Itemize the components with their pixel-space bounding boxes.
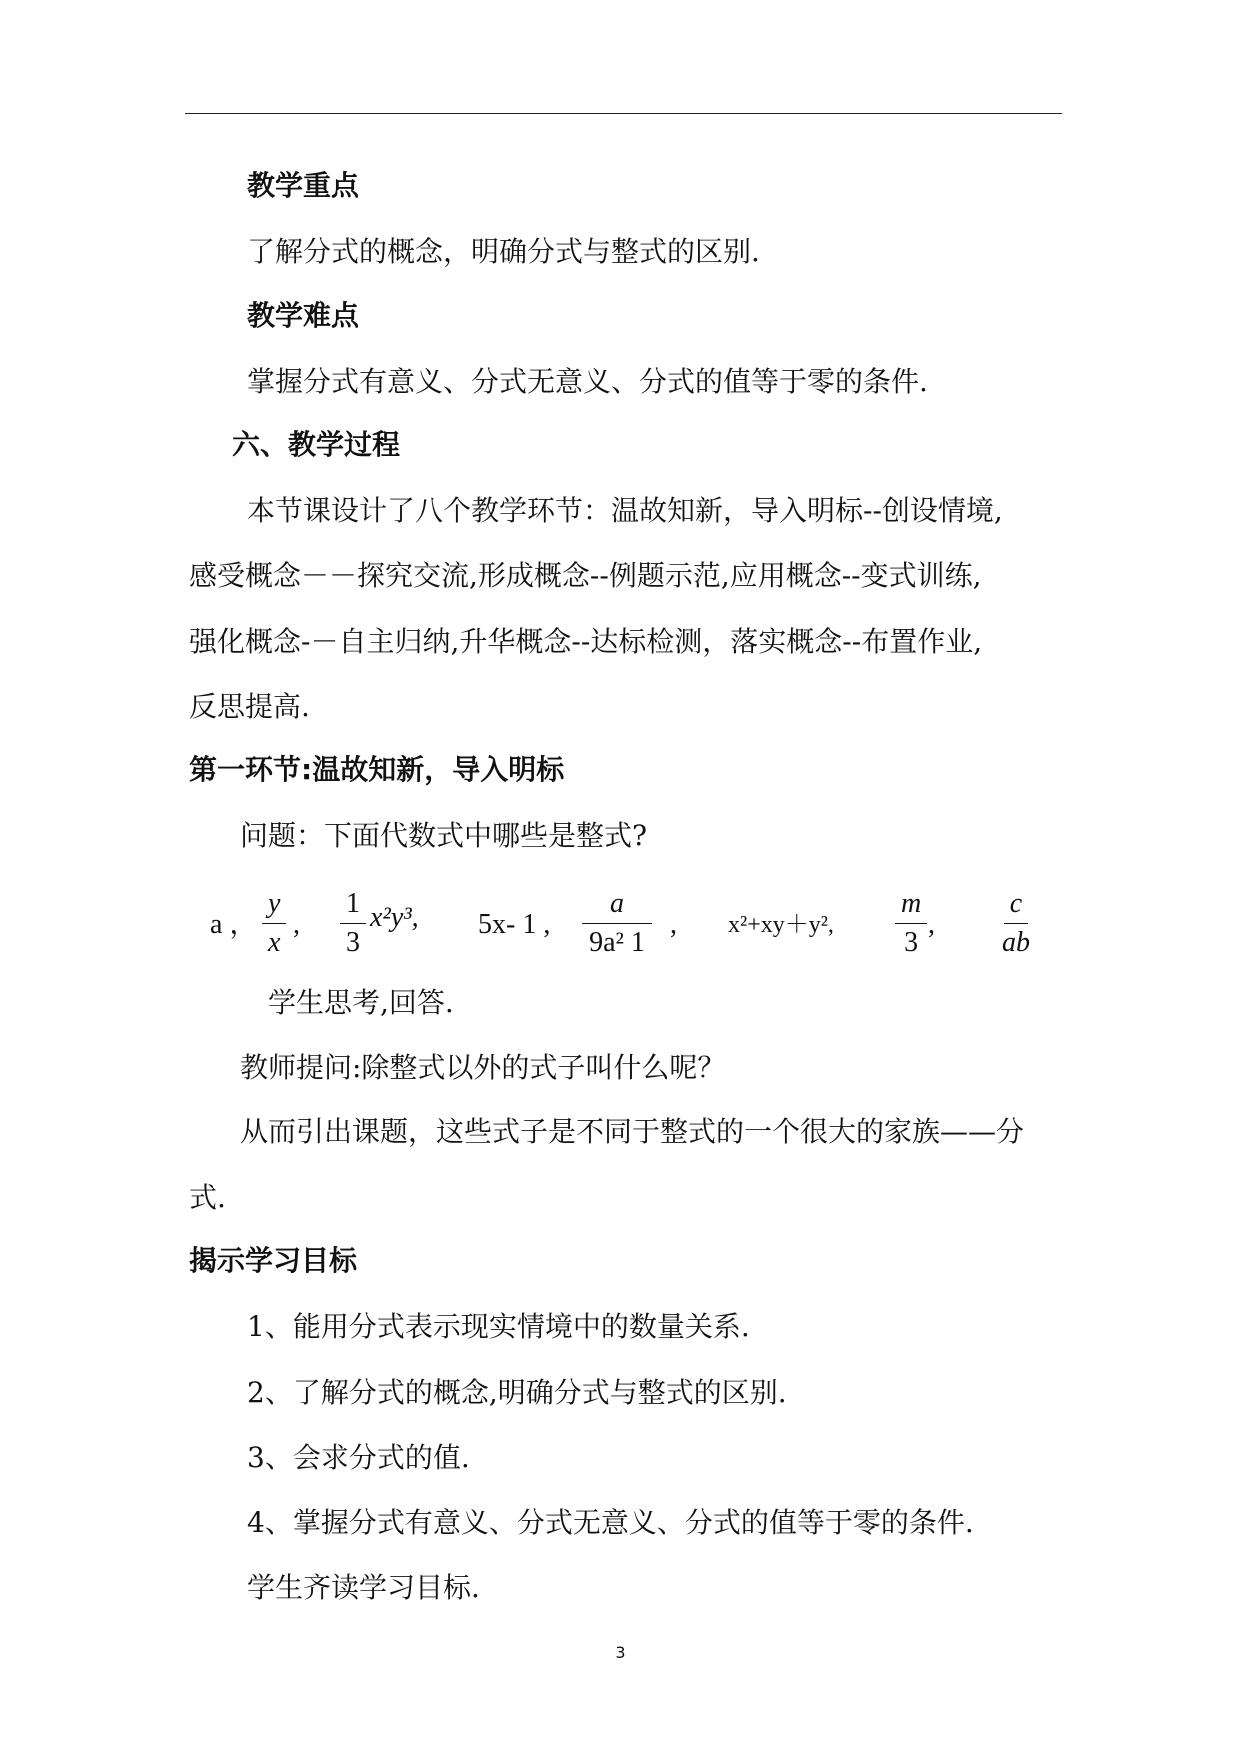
expr-a: a ， <box>210 909 258 940</box>
fraction-denominator: 9a² 1 <box>589 927 645 958</box>
page-number: 3 <box>615 1643 626 1662</box>
intro-text-line-1: 从而引出课题，这些式子是不同于整式的一个很大的家族——分 <box>240 1115 1025 1148</box>
read-goals-text: 学生齐读学习目标. <box>247 1571 480 1604</box>
process-text-line-1: 本节课设计了八个教学环节：温故知新，导入明标--创设情境, <box>247 494 1003 527</box>
goal-item-2: 2、了解分式的概念,明确分式与整式的区别. <box>247 1376 787 1409</box>
heading-teaching-process: 六、教学过程 <box>232 428 401 461</box>
fraction-numerator: 1 <box>340 889 366 924</box>
intro-text-line-2: 式. <box>189 1181 226 1214</box>
heading-step-one: 第一环节:温故知新，导入明标 <box>189 753 565 786</box>
fraction-denominator: ab <box>1002 927 1030 958</box>
fraction-c-over-ab <box>1002 889 1030 958</box>
process-text-line-3: 强化概念-－自主归纳,升华概念--达标检测，落实概念--布置作业, <box>189 625 983 658</box>
expr-5x-minus-1: 5x- 1 , <box>478 909 551 940</box>
process-text-line-4: 反思提高. <box>189 690 310 723</box>
goal-item-4: 4、掌握分式有意义、分式无意义、分式的值等于零的条件. <box>247 1506 974 1539</box>
process-text-line-2: 感受概念－－探究交流,形成概念--例题示范,应用概念--变式训练, <box>189 559 982 592</box>
fraction-denominator: 3 <box>904 927 919 958</box>
fraction-a-over-9a2-1 <box>582 889 652 958</box>
expr-comma: , <box>293 909 300 940</box>
fraction-numerator: c <box>1004 889 1028 924</box>
answer-text: 学生思考,回答. <box>268 986 454 1019</box>
teacher-question-text: 教师提问:除整式以外的式子叫什么呢？ <box>240 1051 726 1084</box>
expr-comma: , <box>670 909 677 940</box>
heading-difficult-points: 教学难点 <box>247 299 360 332</box>
key-points-text: 了解分式的概念，明确分式与整式的区别. <box>247 235 760 268</box>
fraction-y-over-x <box>262 889 286 958</box>
goal-item-1: 1、能用分式表示现实情境中的数量关系. <box>247 1310 750 1343</box>
fraction-numerator: a <box>582 889 652 924</box>
heading-key-points: 教学重点 <box>247 169 360 202</box>
expr-x2-xy-y2: x²+xy＋y², <box>728 912 834 938</box>
fraction-denominator: 3 <box>346 927 360 958</box>
fraction-one-third <box>340 889 366 958</box>
expr-x2y3: x²y³, <box>370 902 419 933</box>
difficult-points-text: 掌握分式有意义、分式无意义、分式的值等于零的条件. <box>247 365 928 398</box>
question-text: 问题：下面代数式中哪些是整式? <box>240 819 648 852</box>
expr-comma: , <box>928 909 935 940</box>
heading-learning-goals: 揭示学习目标 <box>189 1244 358 1277</box>
goal-item-3: 3、会求分式的值. <box>247 1441 470 1474</box>
header-rule <box>185 113 1062 114</box>
fraction-numerator: m <box>895 889 927 924</box>
fraction-m-over-3 <box>895 889 927 958</box>
fraction-denominator: x <box>268 927 281 958</box>
fraction-numerator: y <box>262 889 286 924</box>
